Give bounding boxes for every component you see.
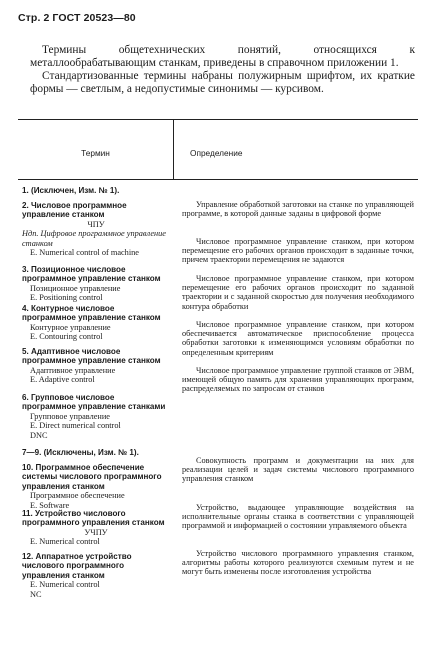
term-short-form: УЧПУ <box>84 527 108 537</box>
term-short-form: Групповое управление <box>30 411 110 421</box>
term-title: 5. Адаптивное числовое программное управление станком <box>22 347 161 366</box>
definition-2 <box>182 200 414 218</box>
definition-10 <box>182 456 414 484</box>
definition-text: Устройство числового программного управления станком, алгоритмы работы которого реализуются схемным путем и не могут быть изменены после изготовления устройства <box>182 549 414 577</box>
term-entry-3 <box>22 265 170 303</box>
term-english: E. Numerical control <box>30 537 100 547</box>
term-entry-12 <box>22 552 170 599</box>
term-english: E. Adaptive control <box>30 375 95 385</box>
intro-paragraph: Стандартизованные термины набраны полужирным шрифтом, их краткие формы — светлым, а недопустимые синонимы — курсивом. <box>30 70 415 95</box>
intro-text <box>30 44 415 96</box>
term-title: 6. Групповое числовое программное управление станками <box>22 393 166 412</box>
term-title: 10. Программное обеспечение системы числового программного управления станком <box>22 463 162 491</box>
term-short-form: Адаптивное управление <box>30 365 116 375</box>
term-title: 2. Числовое программное управление станком <box>22 201 127 220</box>
definition-text: Числовое программное управление станком, при котором перемещение его рабочих органов происходит по заданной траектории и с заданной скоростью для получения необходимого контура обработки <box>182 274 414 311</box>
term-english: E. Numerical control <box>30 580 100 590</box>
intro-paragraph: Термины общетехнических понятий, относящихся к металлообрабатывающим станкам, приведены в справочном приложении 1. <box>30 44 415 69</box>
term-english: E. Software <box>30 500 70 510</box>
table-header-rule <box>18 179 418 180</box>
term-entry-4 <box>22 304 170 342</box>
term-short-form: Контурное управление <box>30 322 111 332</box>
term-short-form: Позиционное управление <box>30 283 121 293</box>
definition-text: Совокупность программ и документации на них для реализации целей и задач системы числового программного управления станком <box>182 456 414 484</box>
definition-3 <box>182 237 414 265</box>
term-title: 7—9. (Исключены, Изм. № 1). <box>22 448 139 457</box>
definition-4 <box>182 274 414 311</box>
term-short-form: ЧПУ <box>87 219 105 229</box>
term-entry-5 <box>22 347 170 385</box>
definition-6 <box>182 366 414 394</box>
header-column-divider <box>173 119 174 179</box>
term-entry-6 <box>22 393 170 440</box>
term-english: E. Numerical control of machine <box>30 248 139 258</box>
definition-text: Числовое программное управление группой станков от ЭВМ, имеющей общую память для хранения управляющих программ, распределяемых по запросам от станков <box>182 366 414 394</box>
term-title: 12. Аппаратное устройство числового программного управления станком <box>22 552 132 580</box>
page-header: Стр. 2 ГОСТ 20523—80 <box>18 12 136 24</box>
term-entry-2 <box>22 201 170 257</box>
term-abbreviation: NC <box>30 589 42 599</box>
definition-text: Числовое программное управление станком, при котором перемещение его рабочих органов происходит в заданные точки, причем траектории перемещения не задаются <box>182 237 414 265</box>
definition-text: Числовое программное управление станком, при котором обеспечивается автоматическое приспособление процесса обработки заготовки к изменяющимся условиям обработки по определенным критериям <box>182 320 414 357</box>
term-title: 3. Позиционное числовое программное управление станком <box>22 265 161 284</box>
term-english: E. Positioning control <box>30 293 103 303</box>
term-english: E. Direct numerical control <box>30 421 121 431</box>
definition-text: Устройство, выдающее управляющие воздействия на исполнительные органы станка в соответствии с управляющей программой и информацией о состоянии управляемого объекта <box>182 503 414 531</box>
definition-11 <box>182 503 414 531</box>
term-entry-11 <box>22 509 170 547</box>
term-short-form: Программное обеспечение <box>30 491 125 501</box>
definition-text: Управление обработкой заготовки на станке по управляющей программе, в которой данные заданы в цифровой форме <box>182 200 414 219</box>
term-entry-7-9 <box>22 448 170 457</box>
term-entry-1 <box>22 186 170 195</box>
definition-12 <box>182 549 414 577</box>
table-top-rule <box>18 119 418 120</box>
definition-5 <box>182 320 414 357</box>
term-title: 4. Контурное числовое программное управление станком <box>22 304 161 323</box>
term-title: 1. (Исключен, Изм. № 1). <box>22 186 120 195</box>
term-entry-10 <box>22 463 170 510</box>
column-header-definition: Определение <box>190 148 243 158</box>
term-forbidden-synonym: Ндп. Цифровое программное управление станком <box>22 229 166 248</box>
term-title: 11. Устройство числового программного управления станком <box>22 509 165 528</box>
term-english: E. Contouring control <box>30 332 103 342</box>
term-abbreviation: DNC <box>30 430 48 440</box>
column-header-term: Термин <box>81 148 110 158</box>
